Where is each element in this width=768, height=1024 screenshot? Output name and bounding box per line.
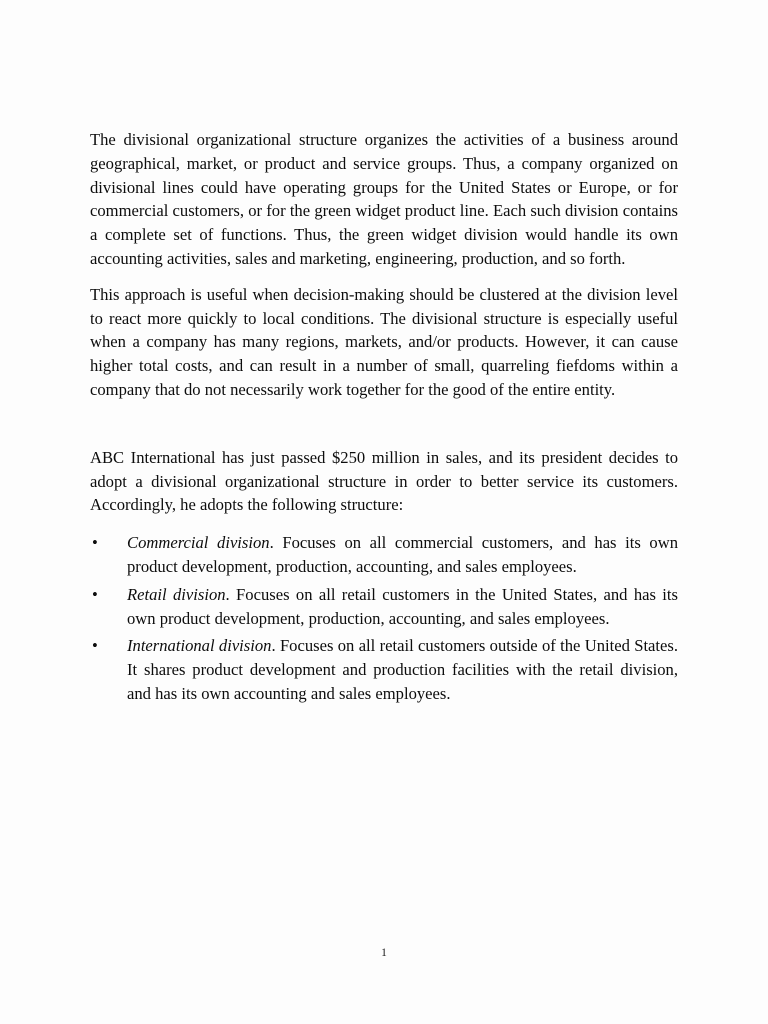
division-description-international: . Focuses on all retail customers outside of the United States. It shares product development and production facilities with the retail division, and has its own accounting and sales employees. [127,636,678,703]
division-name-commercial: Commercial division [127,533,270,553]
bullet-point-icon: • [92,636,98,656]
page-number: 1 [381,947,387,959]
division-list [90,531,678,706]
division-description-commercial: . Focuses on all commercial customers, and has its own product development, production, accounting, and sales employees. [127,533,678,576]
document-body [90,128,678,706]
division-description-retail: . Focuses on all retail customers in the United States, and has its own product development, production, accounting, and sales employees. [127,584,678,628]
list-item-international-division [90,634,678,705]
section-spacer [90,402,678,446]
paragraph-intro-definition: The divisional organizational structure organizes the activities of a business around geographical, market, or product and service groups. Thus, a company organized on divisional lines could have operating groups for the United States or Europe, or for commercial customers, or for the green widget product line. Each such division contains a complete set of functions. Thus, the green widget division would handle its own accounting activities, sales and marketing, engineering, production, and so forth. [90,130,678,268]
division-name-international: International division [127,636,272,656]
paragraph-abc-example: ABC International has just passed $250 million in sales, and its president decides to adopt a divisional organizational structure in order to better service its customers. Accordingly, he adopts the following structure: [90,447,678,515]
list-item-commercial-division [90,531,678,579]
list-item-retail-division [90,583,678,631]
bullet-point-icon: • [92,533,98,553]
list-spacer [90,517,678,531]
division-name-retail: Retail division [127,584,226,604]
bullet-point-icon: • [92,584,98,604]
paragraph-approach-usefulness: This approach is useful when decision-making should be clustered at the division level to react more quickly to local conditions. The divisional structure is especially useful when a company has many regions, markets, and/or products. However, it can cause higher total costs, and can result in a number of small, quarreling fiefdoms within a company that do not necessarily work together for the good of the entire entity. [90,284,678,399]
